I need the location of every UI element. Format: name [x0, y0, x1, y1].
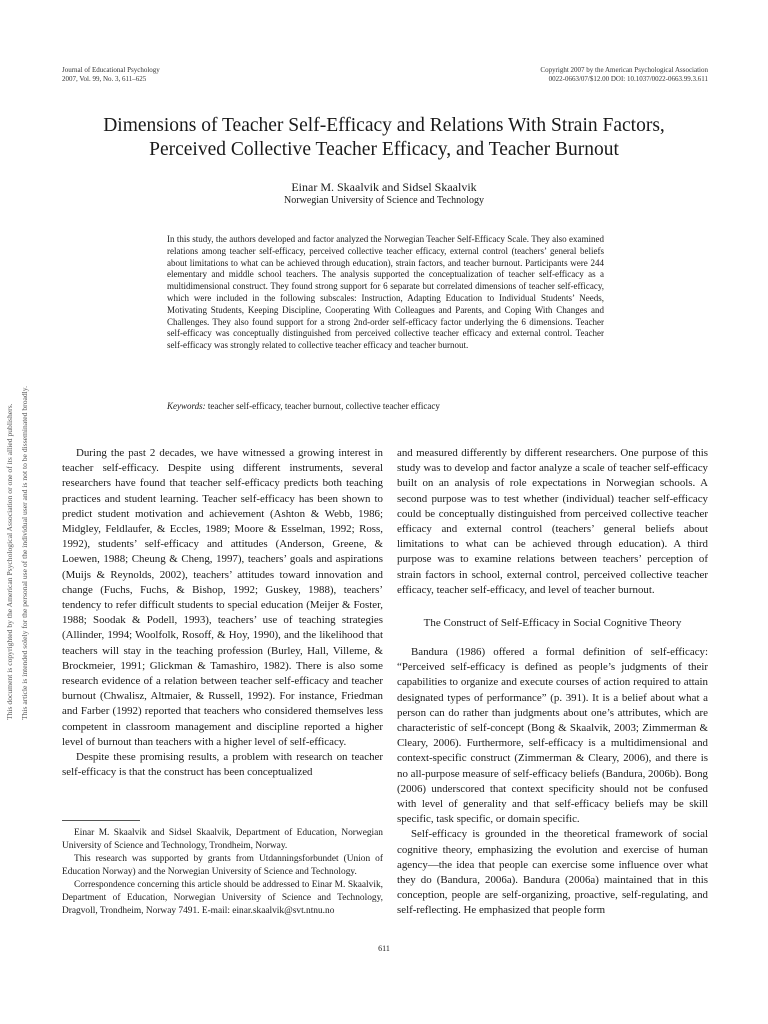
- intro-paragraph-2: Despite these promising results, a problem with research on teacher self-efficacy is that the construct has been conceptualized: [62, 751, 383, 779]
- author-note: [62, 820, 383, 918]
- copyright-sidebar-line-1: This document is copyrighted by the American Psychological Association or one of its allied publishers.: [5, 403, 14, 720]
- theory-paragraph: Self-efficacy is grounded in the theoretical framework of social cognitive theory, emphasizing the evolution and exercise of human agency—the idea that people can exercise some influence over what they do (Bandura, 2006a). Bandura (2006a) maintained that in this conception, people are self-organizing, proactive, self-regulating, and self-reflecting. He emphasized that people form: [397, 828, 708, 917]
- page-number: 611: [378, 944, 390, 953]
- authors: Einar M. Skaalvik and Sidsel Skaalvik: [291, 180, 477, 194]
- copyright-header: [540, 66, 708, 83]
- journal-name: Journal of Educational Psychology: [62, 66, 160, 74]
- right-column: [397, 446, 708, 919]
- keywords: [167, 401, 604, 411]
- doi: 0022-0663/07/$12.00 DOI: 10.1037/0022-0663.99.3.611: [548, 74, 708, 83]
- definition-paragraph: Bandura (1986) offered a formal definition of self-efficacy: “Perceived self-efficacy is defined as people’s judgments of their capabilities to organize and execute courses of action required to attain designated types of performance” (p. 391). It is a belief about what a person can do rather than judgments about one’s attributes, which are characteristic of self-concept (Bong & Skaalvik, 2003; Zimmerman & Cleary, 2006). Furthermore, self-efficacy is a multidimensional and context-specific construct (Zimmerman & Cleary, 2006), and there is no all-purpose measure of self-efficacy beliefs (Bandura, 2006b). Bong (2006) underscored that context specificity should not be confused with level of generality and that self-efficacy beliefs may be skill specific, task specific, or domain specific.: [397, 646, 708, 826]
- keywords-text: teacher self-efficacy, teacher burnout, collective teacher efficacy: [205, 401, 440, 411]
- article-title-line-2: Perceived Collective Teacher Efficacy, and Teacher Burnout: [149, 139, 619, 160]
- correspondence-note: Correspondence concerning this article should be addressed to Einar M. Skaalvik, Department of Education, Norwegian University of Science and Technology, Dragvoll, Trondheim, Norway 7491. E-mail: einar.skaalvik@svt.ntnu.no: [62, 880, 383, 916]
- article-title: [40, 114, 728, 162]
- intro-paragraph-1: During the past 2 decades, we have witnessed a growing interest in teacher self-efficacy. Despite using different instruments, several researchers have found that teacher self-efficacy predicts both teaching practices and student learning. Teacher self-efficacy has been shown to predict student motivation and achievement (Ashton & Webb, 1986; Midgley, Feldlaufer, & Eccles, 1989; Moore & Esselman, 1992; Ross, 1992), students’ self-efficacy and attitudes (Anderson, Greene, & Loewen, 1988; Cheung & Cheng, 1997), teachers’ goals and aspirations (Muijs & Reynolds, 2002), teachers’ attitudes toward innovation and change (Fuchs, Fuchs, & Bishop, 1992; Guskey, 1988), teachers’ tendency to refer difficult students to special education (Meijer & Foster, 1988; Soodak & Podell, 1993), teachers’ use of teaching strategies (Allinder, 1994; Woolfolk, Rosoff, & Hoy, 1990), and the likelihood that teachers will stay in the teaching profession (Burley, Hall, Villeme, & Brockmeier, 1991; Glickman & Tamashiro, 1982). There is also some research evidence of a relation between teacher self-efficacy and teacher burnout (Chwalisz, Altmaier, & Russell, 1992). For instance, Friedman and Farber (1992) reported that teachers who considered themselves less competent in classroom management and discipline reported a higher level of burnout than teachers with a higher level of self-efficacy.: [62, 447, 383, 748]
- author-affiliation-note: Einar M. Skaalvik and Sidsel Skaalvik, Department of Education, Norwegian University of Science and Technology, Trondheim, Norway.: [62, 828, 383, 851]
- article-title-line-1: Dimensions of Teacher Self-Efficacy and Relations With Strain Factors,: [103, 115, 665, 136]
- purpose-paragraph: and measured differently by different researchers. One purpose of this study was to develop and factor analyze a scale of teacher self-efficacy built on an analysis of role expectations in Norwegian schools. A second purpose was to test whether (individual) teacher self-efficacy could be conceptually distinguished from perceived collective teacher efficacy and external control (teachers’ general beliefs about limitations to what can be achieved through education). A third purpose was to examine relations between teachers’ perception of strain factors in school, external control, perceived collective teacher efficacy, teacher self-efficacy, and level of teacher burnout.: [397, 447, 708, 596]
- affiliation: Norwegian University of Science and Technology: [284, 195, 484, 206]
- funding-note: This research was supported by grants from Utdanningsforbundet (Union of Education Norway) and the Norwegian University of Science and Technology.: [62, 854, 383, 877]
- keywords-label: Keywords:: [167, 401, 206, 411]
- footnote-rule: [62, 820, 140, 821]
- left-column: [62, 446, 383, 780]
- journal-volume: 2007, Vol. 99, No. 3, 611–625: [62, 74, 147, 83]
- copyright-notice: Copyright 2007 by the American Psychological Association: [540, 66, 708, 74]
- journal-header: [62, 66, 160, 83]
- copyright-sidebar-line-2: This article is intended solely for the personal use of the individual user and is not to be disseminated broadly.: [20, 386, 29, 720]
- abstract: In this study, the authors developed and factor analyzed the Norwegian Teacher Self-Efficacy Scale. They also examined relations among teacher self-efficacy, perceived collective teacher efficacy, external control (teachers’ general beliefs about limitations to what can be achieved through education), strain factors, and teacher burnout. Participants were 244 elementary and middle school teachers. The analysis supported the conceptualization of teacher self-efficacy as a multidimensional construct. They found strong support for 6 separate but correlated dimensions of teacher self-efficacy, which were included in the following subscales: Instruction, Adapting Education to Individual Students’ Needs, Motivating Students, Keeping Discipline, Cooperating With Colleagues and Parents, and Coping With Changes and Challenges. They also found support for a strong 2nd-order self-efficacy factor underlying the 6 dimensions. Teacher self-efficacy was conceptually distinguished from perceived collective teacher efficacy and external control. Teacher self-efficacy was strongly related to collective teacher efficacy and teacher burnout.: [167, 234, 604, 351]
- section-heading: The Construct of Self-Efficacy in Social Cognitive Theory: [423, 617, 682, 630]
